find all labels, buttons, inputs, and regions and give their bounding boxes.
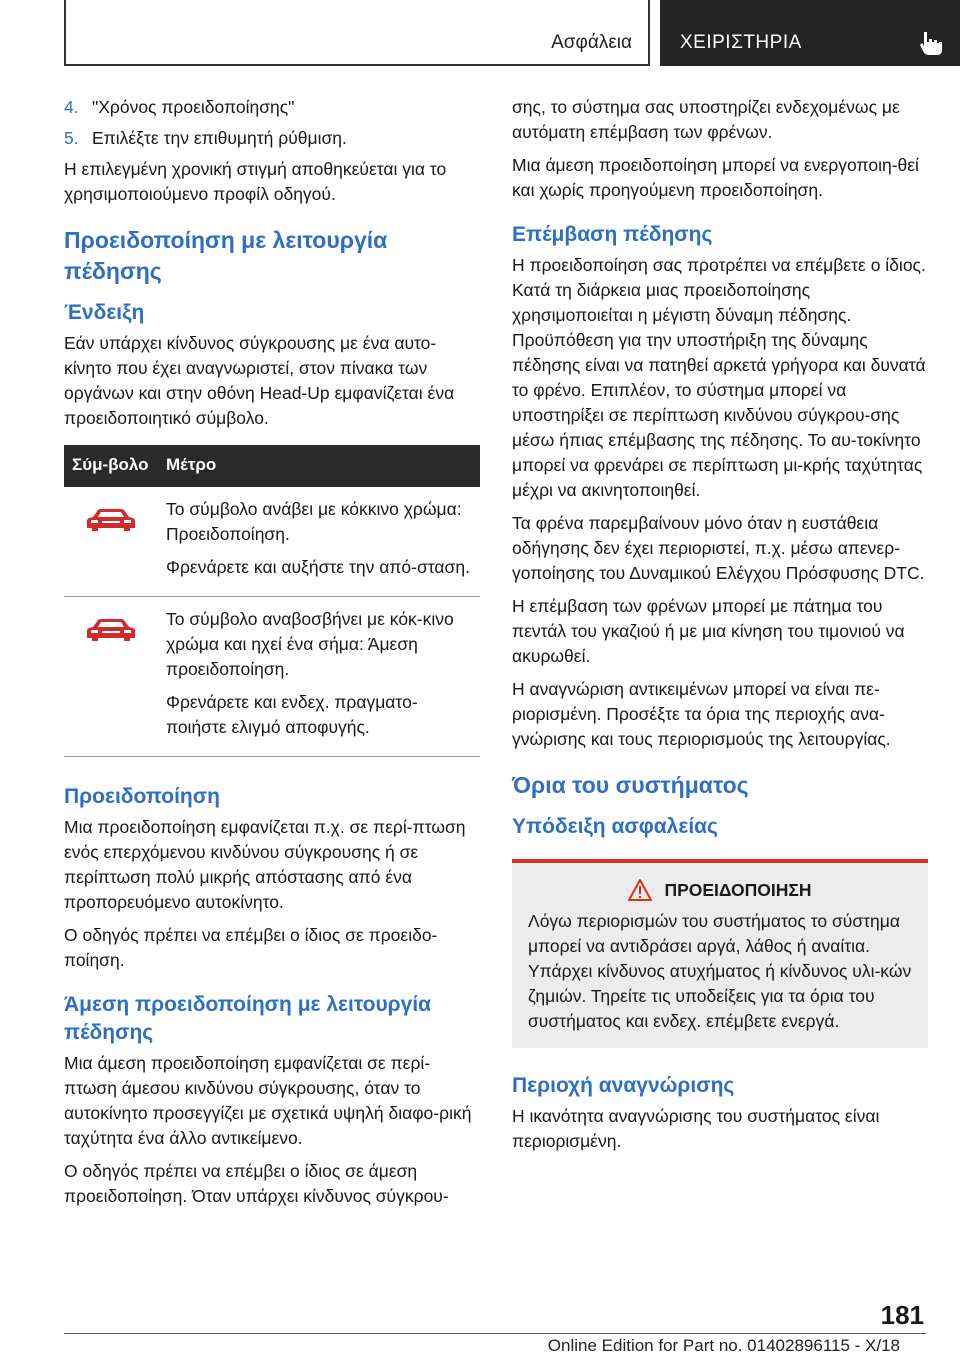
paragraph-indication: Εάν υπάρχει κίνδυνος σύγκρουσης με ένα αυτο-κίνητο που έχει αναγνωριστεί, στον πίνακα των οργάνων και στην οθόνη Head-Up εμφανίζεται ένα προειδοποιητικό σύμβολο. — [64, 333, 455, 428]
footer-divider — [64, 1333, 926, 1334]
left-column — [64, 95, 480, 1217]
heading-acute-warning: Άμεση προειδοποίηση με λειτουργία πέδησης — [64, 993, 432, 1044]
paragraph-without-prewarning: Μια άμεση προειδοποίηση μπορεί να ενεργοποιη-θεί και χωρίς προηγούμενη προειδοποίηση. — [512, 155, 919, 200]
measure-line: Φρενάρετε και αυξήστε την από-σταση. — [166, 557, 470, 577]
table-row — [64, 487, 480, 597]
heading-indication: Ένδειξη — [64, 301, 145, 324]
paragraph-brake-4: Η αναγνώριση αντικειμένων μπορεί να είναι πε-ριορισμένη. Προσέξτε τα όρια της περιοχής ανα-γνώρισης και τους περιορισμούς της λειτουργίας. — [512, 679, 891, 749]
heading-detection-range: Περιοχή αναγνώρισης — [512, 1074, 735, 1097]
heading-warning-braking: Προειδοποίηση με λειτουργία πέδησης — [64, 227, 388, 284]
header-chapter-tab[interactable] — [660, 0, 960, 66]
heading-prewarning: Προειδοποίηση — [64, 785, 220, 808]
paragraph-prewarning-1: Μια προειδοποίηση εμφανίζεται π.χ. σε περί-πτωση ενός επερχόμενου κινδύνου σύγκρουσης ή σε περίπτωση πολύ μικρής απόστασης από ένα προπορευόμενο αυτοκίνητο. — [64, 817, 466, 912]
step-4 — [64, 95, 480, 120]
paragraph-acute-1: Μια άμεση προειδοποίηση εμφανίζεται σε περί-πτωση άμεσου κινδύνου σύγκρουσης, όταν το αυτοκίνητο προσεγγίζει με σχετικά υψηλή διαφο-ρική ταχύτητα ένα άλλο αντικείμενο. — [64, 1053, 472, 1148]
measure-line: Το σύμβολο ανάβει με κόκκινο χρώμα: Προειδοποίηση. — [166, 499, 462, 544]
page-number: 181 — [880, 1300, 924, 1330]
heading-safety-note: Υπόδειξη ασφαλείας — [512, 815, 718, 838]
symbol-table — [64, 445, 480, 757]
heading-system-limits: Όρια του συστήματος — [512, 772, 749, 798]
measure-line: Φρενάρετε και ενδεχ. πραγματο-ποιήστε ελιγμό αποφυγής. — [166, 692, 418, 737]
paragraph-brake-3: Η επέμβαση των φρένων μπορεί με πάτημα του πεντάλ του γκαζιού ή με μια κίνηση του τιμονιού να ακυρωθεί. — [512, 596, 905, 666]
table-cell-symbol — [64, 597, 158, 757]
table-header-row — [64, 445, 480, 487]
paragraph-brake-2: Τα φρένα παρεμβαίνουν μόνο όταν η ευστάθεια οδήγησης δεν έχει περιοριστεί, π.χ. μέσω απενερ-γοποίησης του Δυναμικού Ελέγχου Πρόσφυσης DTC. — [512, 513, 925, 583]
paragraph-detection-range: Η ικανότητα αναγνώρισης του συστήματος είναι περιορισμένη. — [512, 1106, 880, 1151]
paragraph-brake-1: Η προειδοποίηση σας προτρέπει να επέμβετε ο ίδιος. Κατά τη διάρκεια μιας προειδοποίησης χρησιμοποιείται η μέγιστη δύναμη πέδησης. Προϋπόθεση για την υποστήριξη της δύναμης πέδησης είναι να πατηθεί αρκετά γρήγορα και δυνατά το φρένο. Επιπλέον, το σύστημα μπορεί να υποστηρίξει σε περίπτωση κινδύνου σύγκρου-σης μέσω ήπιας επέμβασης της πέδησης. Το αυ-τοκίνητο μπορεί να φρενάρει σε περίπτωση μι-κρής ταχύτητας μέχρι να ακινητοποιηθεί. — [512, 255, 926, 500]
header-chapter-label: ΧΕΙΡΙΣΤΗΡΙΑ — [680, 32, 802, 53]
car-warning-flashing-icon — [86, 617, 136, 643]
table-cell-measure — [158, 597, 480, 757]
footer-edition: Online Edition for Part no. 01402896115 - X/18 — [547, 1336, 900, 1355]
step-text: Επιλέξτε την επιθυμητή ρύθμιση. — [92, 128, 347, 148]
right-column — [512, 95, 928, 1162]
table-row — [64, 597, 480, 757]
car-warning-icon — [86, 507, 136, 533]
warning-triangle-icon — [628, 879, 652, 901]
pointing-hand-icon — [918, 30, 944, 56]
paragraph-saved-setting: Η επιλεγμένη χρονική στιγμή αποθηκεύεται για το χρησιμοποιούμενο προφίλ οδηγού. — [64, 159, 447, 204]
step-number: 4. — [64, 97, 79, 117]
paragraph-continuation: σης, το σύστημα σας υποστηρίζει ενδεχομένως με αυτόματη επέμβαση των φρένων. — [512, 97, 900, 142]
header-section-box — [64, 0, 650, 66]
measure-line: Το σύμβολο αναβοσβήνει με κόκ-κινο χρώμα και ηχεί ένα σήμα: Άμεση προειδοποίηση. — [166, 609, 454, 679]
header-section-title: Ασφάλεια — [551, 32, 632, 53]
paragraph-acute-2: Ο οδηγός πρέπει να επέμβει ο ίδιος σε άμεση προειδοποίηση. Όταν υπάρχει κίνδυνος σύγκρου- — [64, 1161, 449, 1206]
table-cell-symbol — [64, 487, 158, 597]
step-number: 5. — [64, 128, 79, 148]
warning-text: Λόγω περιορισμών του συστήματος το σύστημα μπορεί να αντιδράσει αργά, λάθος ή αναίτια. Υπάρχει κίνδυνος ατυχήματος ή κίνδυνος υλι-κών ζημιών. Τηρείτε τις υποδείξεις για τα όρια του συστήματος και ενδεχ. επέμβετε ενεργά. — [528, 911, 912, 1031]
table-header-measure: Μέτρο — [158, 445, 480, 487]
step-5 — [64, 126, 480, 151]
table-cell-measure — [158, 487, 480, 597]
heading-brake-intervention: Επέμβαση πέδησης — [512, 223, 713, 246]
warning-title — [528, 879, 912, 901]
warning-box — [512, 859, 928, 1048]
step-text: "Χρόνος προειδοποίησης" — [92, 97, 295, 117]
paragraph-prewarning-2: Ο οδηγός πρέπει να επέμβει ο ίδιος σε προειδο-ποίηση. — [64, 925, 438, 970]
table-header-symbol: Σύμ-βολο — [64, 445, 158, 487]
warning-title-text: ΠΡΟΕΙΔΟΠΟΙΗΣΗ — [664, 879, 812, 900]
